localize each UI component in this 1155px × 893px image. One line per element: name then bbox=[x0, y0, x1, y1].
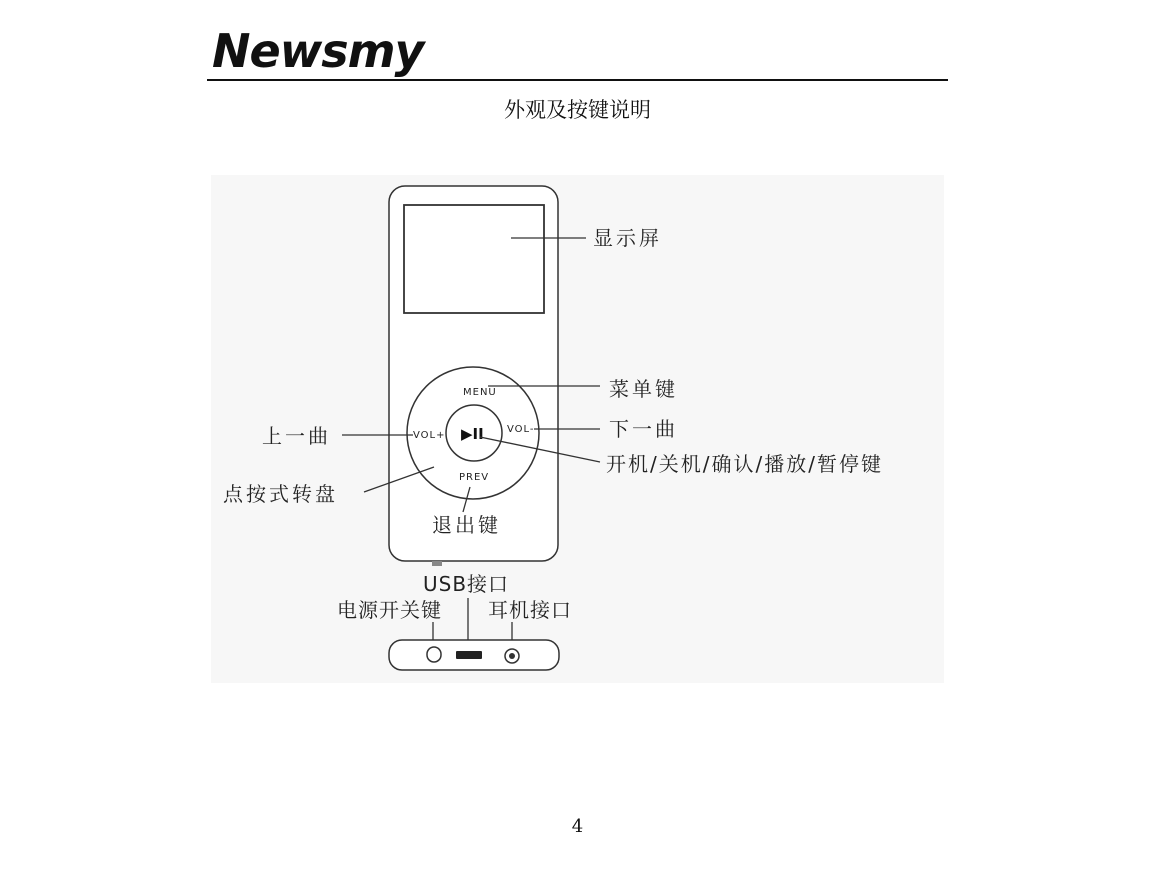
earphone-jack-inner bbox=[509, 653, 515, 659]
label-power-play-key: 开机/关机/确认/播放/暂停键 bbox=[606, 452, 883, 476]
device-diagram bbox=[211, 175, 944, 683]
header-rule bbox=[207, 79, 948, 81]
label-power-switch: 电源开关键 bbox=[337, 598, 442, 622]
power-switch bbox=[427, 647, 441, 662]
vol-minus-label: VOL- bbox=[507, 424, 535, 435]
label-menu-key: 菜单键 bbox=[609, 377, 678, 401]
play-pause-icon: ▶II bbox=[461, 425, 484, 443]
brand-logo: Newsmy bbox=[212, 24, 424, 78]
label-earphone-jack: 耳机接口 bbox=[488, 598, 572, 622]
prev-button-label: PREV bbox=[459, 472, 490, 483]
vol-plus-label: VOL+ bbox=[413, 430, 446, 441]
menu-button-label: MENU bbox=[463, 387, 497, 398]
body-connector bbox=[432, 561, 442, 566]
page-number: 4 bbox=[571, 816, 584, 837]
section-title: 外观及按键说明 bbox=[504, 98, 651, 122]
usb-port bbox=[456, 651, 482, 659]
label-screen: 显示屏 bbox=[593, 226, 662, 250]
label-usb-port: USB接口 bbox=[423, 572, 510, 596]
label-prev-track: 上一曲 bbox=[262, 424, 331, 448]
label-next-track: 下一曲 bbox=[609, 417, 678, 441]
display-screen bbox=[404, 205, 544, 313]
label-click-wheel: 点按式转盘 bbox=[223, 482, 338, 506]
label-exit-key: 退出键 bbox=[432, 513, 501, 537]
